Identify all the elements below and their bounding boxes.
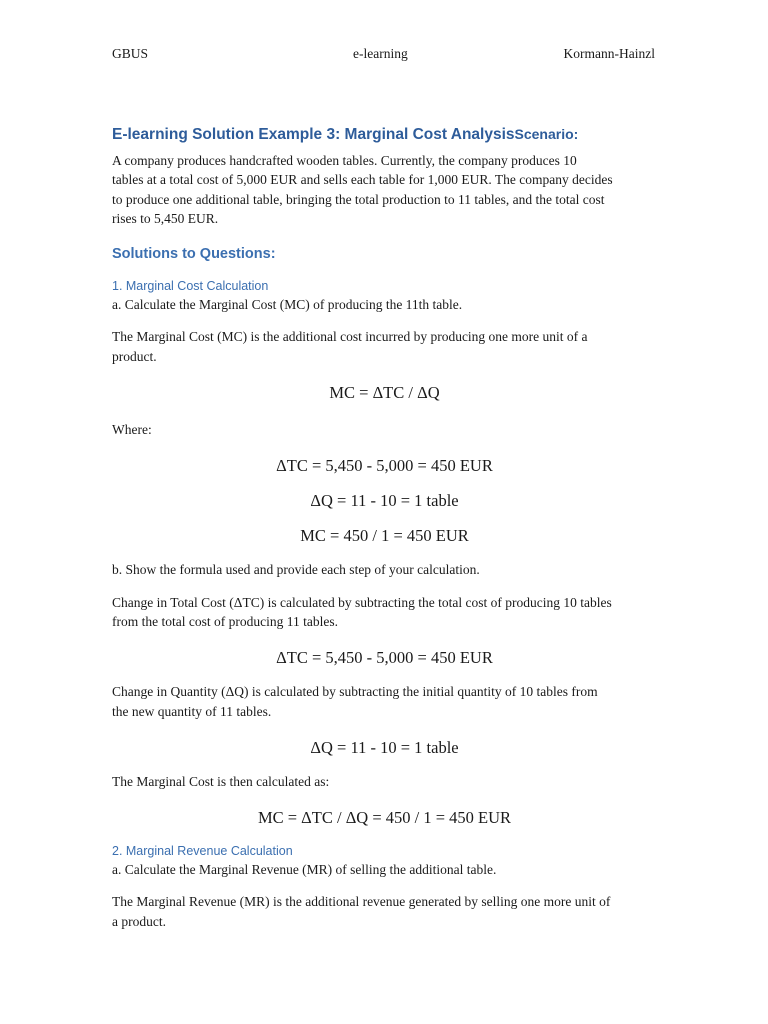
section1-definition (112, 327, 657, 366)
formula-delta-q: ΔQ = 11 - 10 = 1 table (310, 491, 459, 511)
tc-explanation (112, 593, 657, 632)
page-header (112, 46, 655, 66)
header-course: GBUS (112, 46, 149, 61)
scenario-line: tables at a total cost of 5,000 EUR and sells each table for 1,000 EUR. The company decides (112, 172, 613, 188)
q-explanation-line: Change in Quantity (ΔQ) is calculated by subtracting the initial quantity of 10 tables from (112, 684, 598, 700)
solutions-heading: Solutions to Questions: (112, 246, 276, 263)
scenario-line: A company produces handcrafted wooden tables. Currently, the company produces 10 (112, 153, 577, 168)
scenario-line: to produce one additional table, bringing the total production to 11 tables, and the total cost (112, 191, 605, 207)
mc-intro: The Marginal Cost is then calculated as: (112, 773, 330, 789)
section1-question-a: a. Calculate the Marginal Cost (MC) of producing the 11th table. (112, 297, 463, 313)
formula-delta-tc: ΔTC = 5,450 - 5,000 = 450 EUR (276, 456, 493, 476)
formula-mc-definition: MC = ΔTC / ΔQ (329, 383, 440, 403)
formula-delta-tc-repeat: ΔTC = 5,450 - 5,000 = 450 EUR (276, 648, 493, 668)
document-title (112, 124, 657, 145)
header-author: Kormann-Hainzl (563, 46, 655, 61)
scenario-text (112, 151, 657, 228)
q-explanation-line: the new quantity of 11 tables. (112, 703, 272, 719)
header-type: e-learning (353, 46, 408, 61)
document-body (112, 124, 657, 931)
definition-line: The Marginal Cost (MC) is the additional cost incurred by producing one more unit of a (112, 329, 588, 345)
where-label: Where: (112, 422, 152, 438)
definition-line: The Marginal Revenue (MR) is the additional revenue generated by selling one more unit of (112, 894, 611, 910)
section2-heading: 2. Marginal Revenue Calculation (112, 844, 293, 859)
formula-delta-q-repeat: ΔQ = 11 - 10 = 1 table (310, 737, 459, 757)
section2-question-a: a. Calculate the Marginal Revenue (MR) of selling the additional table. (112, 862, 497, 878)
formula-mc-result: MC = 450 / 1 = 450 EUR (300, 526, 469, 546)
section1-question-b: b. Show the formula used and provide each step of your calculation. (112, 562, 480, 578)
formula-mc-full: MC = ΔTC / ΔQ = 450 / 1 = 450 EUR (257, 808, 512, 828)
definition-line: product. (112, 348, 157, 364)
section1-heading: 1. Marginal Cost Calculation (112, 279, 269, 294)
q-explanation (112, 682, 657, 721)
title-scenario-label: Scenario: (514, 126, 579, 142)
section2-definition (112, 892, 657, 931)
tc-explanation-line: from the total cost of producing 11 tables. (112, 613, 338, 629)
scenario-line: rises to 5,450 EUR. (112, 210, 219, 226)
tc-explanation-line: Change in Total Cost (ΔTC) is calculated by subtracting the total cost of producing 10 tables (112, 594, 612, 610)
definition-line: a product. (112, 913, 166, 929)
title-main: E-learning Solution Example 3: Marginal Cost Analysis (112, 126, 515, 143)
